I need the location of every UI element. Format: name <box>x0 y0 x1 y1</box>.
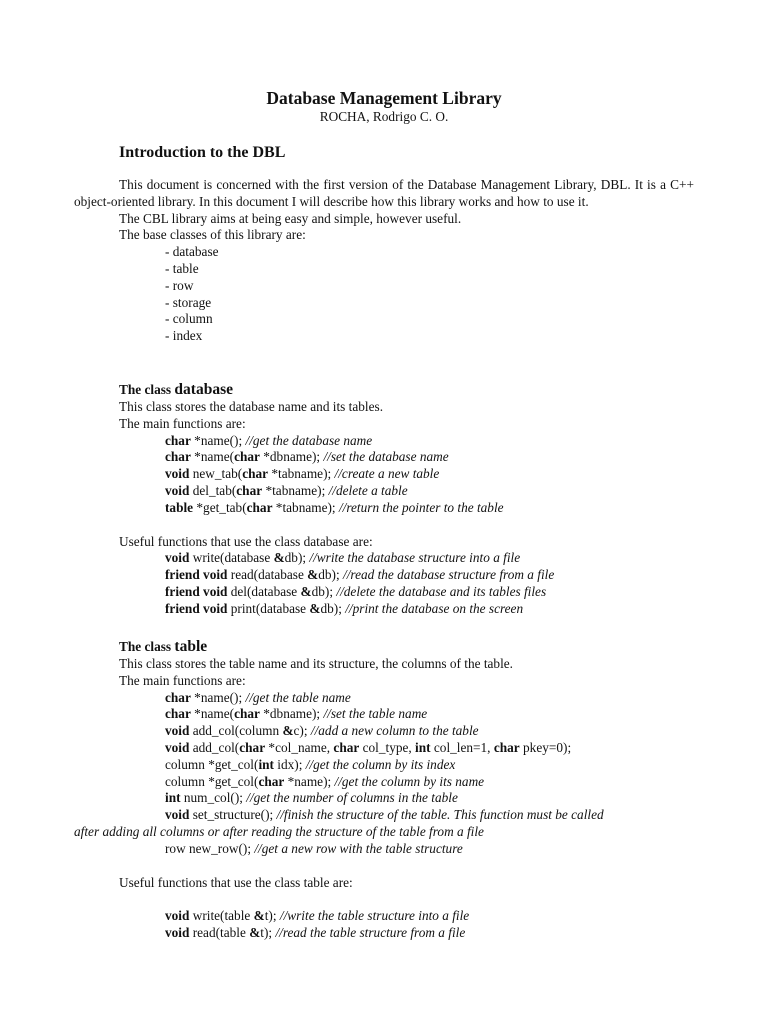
keyword-text: char <box>165 432 191 448</box>
comment-text: //get the column by its index <box>305 756 456 772</box>
keyword-text: table <box>165 499 194 515</box>
document-author: ROCHA, Rodrigo C. O. <box>319 109 449 124</box>
keyword-text: char <box>165 449 191 465</box>
comment-text: //get the database name <box>245 432 373 448</box>
keyword-text: friend void <box>165 567 228 583</box>
code-text: new_tab( <box>189 466 243 482</box>
list-item: - database <box>165 244 219 260</box>
code-text: write(table <box>189 908 254 924</box>
keyword-text: void <box>165 908 190 924</box>
function-line <box>165 449 694 466</box>
keyword-text: int <box>258 756 274 772</box>
code-text: db); <box>284 550 310 566</box>
heading-prefix: The class <box>119 639 175 654</box>
function-line <box>165 690 694 707</box>
code-text: print(database <box>227 600 310 616</box>
comment-text: //return the pointer to the table <box>338 499 504 515</box>
heading-class-name: database <box>174 381 233 398</box>
table-class-section <box>74 637 694 942</box>
comment-text: //set the table name <box>323 706 428 722</box>
comment-text: //get the table name <box>245 689 351 705</box>
code-text: *dbname); <box>259 449 324 465</box>
code-text: set_structure(); <box>189 807 277 823</box>
keyword-text: void <box>165 550 190 566</box>
function-line <box>165 790 694 807</box>
code-text: db); <box>318 567 343 583</box>
database-class-section <box>74 380 694 618</box>
comment-text: //add a new column to the table <box>310 723 479 739</box>
keyword-text: int <box>415 739 431 755</box>
code-text: idx); <box>273 756 306 772</box>
code-text: t); <box>264 908 280 924</box>
keyword-text: char <box>234 449 260 465</box>
comment-text: //print the database on the screen <box>345 600 524 616</box>
comment-text: //create a new table <box>334 466 440 482</box>
base-class-list <box>74 244 694 345</box>
keyword-text: & <box>273 550 285 566</box>
intro-paragraph: The base classes of this library are: <box>119 227 306 243</box>
function-line <box>165 584 694 601</box>
code-text: *tabname); <box>268 466 335 482</box>
comment-text: after adding all columns or after reading the structure of the table from a file <box>74 823 484 839</box>
keyword-text: char <box>333 739 360 755</box>
keyword-text: int <box>165 790 181 806</box>
keyword-text: & <box>282 723 294 739</box>
intro-section <box>74 177 694 345</box>
code-text: write(database <box>189 550 274 566</box>
keyword-text: friend void <box>165 583 228 599</box>
code-text: col_type, <box>359 739 416 755</box>
code-text: read(table <box>189 925 250 941</box>
comment-text: //write the table structure into a file <box>279 908 470 924</box>
code-text: db); <box>320 600 346 616</box>
intro-paragraph: This document is concerned with the first version of the Database Management Library, DBL. It is a C++ object-oriented library. In this document I will describe how this library works and how to use it. <box>74 177 694 209</box>
keyword-text: void <box>165 723 190 739</box>
heading-prefix: The class <box>119 382 175 397</box>
keyword-text: friend void <box>165 600 228 616</box>
function-line <box>165 723 694 740</box>
code-text: *name( <box>190 449 235 465</box>
comment-text: //read the table structure from a file <box>275 925 466 941</box>
list-item: - table <box>165 260 199 276</box>
code-text: col_len=1, <box>430 739 494 755</box>
code-text: *tabname); <box>272 499 339 515</box>
code-text: read(database <box>227 567 308 583</box>
function-line <box>165 483 694 500</box>
keyword-text: void <box>165 925 190 941</box>
keyword-text: char <box>236 482 263 498</box>
code-text: *tabname); <box>262 482 329 498</box>
useful-functions-label: Useful functions that use the class database are: <box>119 533 373 549</box>
heading-class-name: table <box>174 638 208 655</box>
keyword-text: & <box>309 600 321 616</box>
code-text: *name); <box>284 773 335 789</box>
code-text: db); <box>311 583 337 599</box>
function-line <box>165 706 694 723</box>
keyword-text: & <box>300 583 312 599</box>
code-text: del_tab( <box>189 482 237 498</box>
function-line <box>165 433 694 450</box>
keyword-text: & <box>249 925 261 941</box>
section-description: This class stores the database name and its tables. <box>119 399 384 414</box>
code-text: c); <box>293 723 311 739</box>
main-functions-label: The main functions are: <box>119 672 246 688</box>
keyword-text: void <box>165 482 190 498</box>
function-line <box>165 774 694 791</box>
function-line <box>165 757 694 774</box>
code-text: *col_name, <box>265 739 334 755</box>
function-line <box>165 740 694 757</box>
comment-text: //get the number of columns in the table <box>246 790 458 806</box>
intro-heading: Introduction to the DBL <box>119 144 286 161</box>
keyword-text: char <box>165 706 191 722</box>
function-line <box>165 908 694 925</box>
comment-text: //delete a table <box>328 482 408 498</box>
keyword-text: char <box>242 466 269 482</box>
code-text: add_col( <box>189 739 240 755</box>
section-description: This class stores the table name and its structure, the columns of the table. <box>119 656 513 671</box>
comment-text: //read the database structure from a file <box>343 567 555 583</box>
keyword-text: char <box>165 689 191 705</box>
code-text: add_col(column <box>189 723 283 739</box>
function-line <box>74 841 694 858</box>
keyword-text: void <box>165 466 190 482</box>
code-text: *name(); <box>190 432 246 448</box>
list-item: - storage <box>165 294 212 310</box>
comment-text: //get the column by its name <box>334 773 485 789</box>
comment-text: //finish the structure of the table. This function must be called <box>276 807 604 823</box>
keyword-text: & <box>307 567 319 583</box>
code-text: column *get_col( <box>165 756 259 772</box>
code-text: del(database <box>227 583 301 599</box>
main-functions-label: The main functions are: <box>119 415 246 431</box>
useful-functions-label: Useful functions that use the class table are: <box>119 874 353 890</box>
comment-text: //get a new row with the table structure <box>254 840 463 856</box>
intro-paragraph: The CBL library aims at being easy and simple, however useful. <box>119 210 462 226</box>
code-text: num_col(); <box>180 790 247 806</box>
code-text: *get_tab( <box>193 499 247 515</box>
keyword-text: void <box>165 807 190 823</box>
code-text: pkey=0); <box>519 739 572 755</box>
function-line-wrap <box>74 824 694 841</box>
function-list <box>74 433 694 517</box>
section-heading <box>74 637 694 656</box>
function-line <box>165 601 694 618</box>
keyword-text: char <box>246 499 273 515</box>
keyword-text: char <box>258 773 285 789</box>
function-list <box>74 690 694 808</box>
comment-text: //write the database structure into a file <box>309 550 521 566</box>
function-line <box>165 550 694 567</box>
comment-text: //delete the database and its tables files <box>336 583 547 599</box>
document-title: Database Management Library <box>266 88 502 108</box>
keyword-text: void <box>165 739 190 755</box>
code-text: column *get_col( <box>165 773 259 789</box>
keyword-text: char <box>493 739 520 755</box>
section-heading <box>74 380 694 399</box>
function-list <box>74 550 694 617</box>
list-item: - column <box>165 311 213 327</box>
keyword-text: & <box>253 908 265 924</box>
function-line <box>165 925 694 942</box>
list-item: - row <box>165 277 194 293</box>
function-line <box>165 466 694 483</box>
comment-text: //set the database name <box>323 449 449 465</box>
code-text: *dbname); <box>259 706 324 722</box>
keyword-text: char <box>234 706 260 722</box>
function-line <box>74 807 694 824</box>
code-text: *name( <box>190 706 235 722</box>
function-line <box>165 500 694 517</box>
code-text: row new_row(); <box>165 840 255 856</box>
code-text: t); <box>260 925 276 941</box>
function-line <box>165 567 694 584</box>
function-list <box>74 908 694 942</box>
code-text: *name(); <box>190 689 246 705</box>
list-item: - index <box>165 328 203 344</box>
keyword-text: char <box>239 739 266 755</box>
